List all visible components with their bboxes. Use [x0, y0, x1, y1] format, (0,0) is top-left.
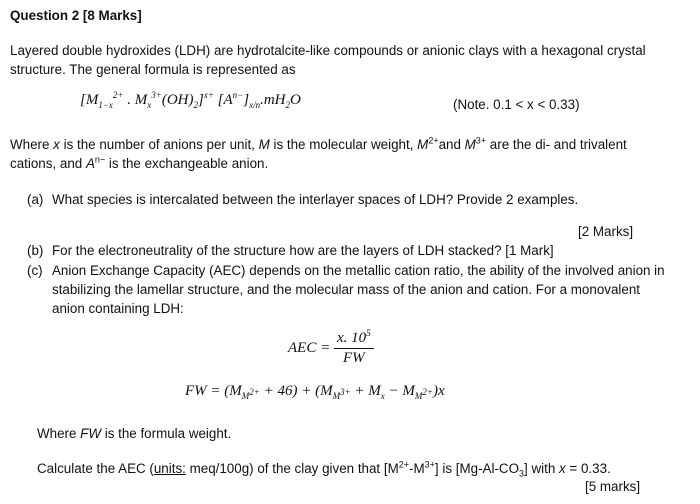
where-line-1: Where x is the number of anions per unit, M is the molecular weight, $M^{2+}and$ $M^{3+}$ are the di- and trivalent — [10, 135, 627, 152]
calculate-prefix: Calculate the AEC ( — [37, 461, 154, 476]
fw-definition: Where FW is the formula weight. — [37, 426, 232, 441]
fw-equation: FW = $(M_{M^{2+}} + 46) + (M_{M^{3+}} + M_x - M_{M^{2+}})x$ — [185, 383, 445, 401]
aec-denominator: FW — [342, 350, 365, 366]
part-b-text: For the electroneutrality of the structure how are the layers of LDH stacked? [1 Mark] — [52, 243, 554, 258]
aec-numerator: x. 10 — [336, 330, 367, 346]
formula-note: (Note. 0.1 < x < 0.33) — [453, 97, 580, 112]
part-c-line-1: Anion Exchange Capacity (AEC) depends on the metallic cation ratio, the ability of the involved anion in — [52, 263, 665, 278]
calculate-line: Calculate the AEC (units: meq/100g) of the clay given that $[M^{2+}-M^{3+}]$ is $[Mg-Al-CO_3]$ with x = 0.33. — [37, 459, 611, 479]
part-a-label: (a) — [27, 192, 44, 207]
aec-lhs: AEC = — [288, 339, 331, 356]
part-c-label: (c) — [27, 263, 43, 278]
part-c-line-3: anion containing LDH: — [52, 301, 184, 316]
where-line-2: cations, and $A^{n-}$ is the exchangeable anion. — [10, 154, 269, 171]
part-b-label: (b) — [27, 243, 44, 258]
general-formula: [$M_{1-x}^{2+}$ . $M_x^{3+}(OH)_2]^{x+}$ $[A^{n-}]_{x/n}.mH_2O$ — [80, 90, 301, 110]
aec-exponent: 5 — [366, 328, 371, 338]
part-c-line-2: stabilizing the lamellar structure, and the molecular mass of the anion and cation. For a monovalent — [52, 282, 641, 297]
calculate-marks: [5 marks] — [585, 479, 641, 494]
aec-equation — [288, 330, 374, 367]
part-a-marks: [2 Marks] — [578, 224, 634, 239]
units-label: units: — [153, 461, 186, 476]
intro-line-2: structure. The general formula is represented as — [10, 62, 296, 77]
part-a-text: What species is intercalated between the interlayer spaces of LDH? Provide 2 examples. — [52, 192, 579, 207]
intro-line-1: Layered double hydroxides (LDH) are hydrotalcite-like compounds or anionic clays with a hexagonal crystal — [10, 43, 646, 58]
question-heading: Question 2 [8 Marks] — [10, 8, 142, 23]
